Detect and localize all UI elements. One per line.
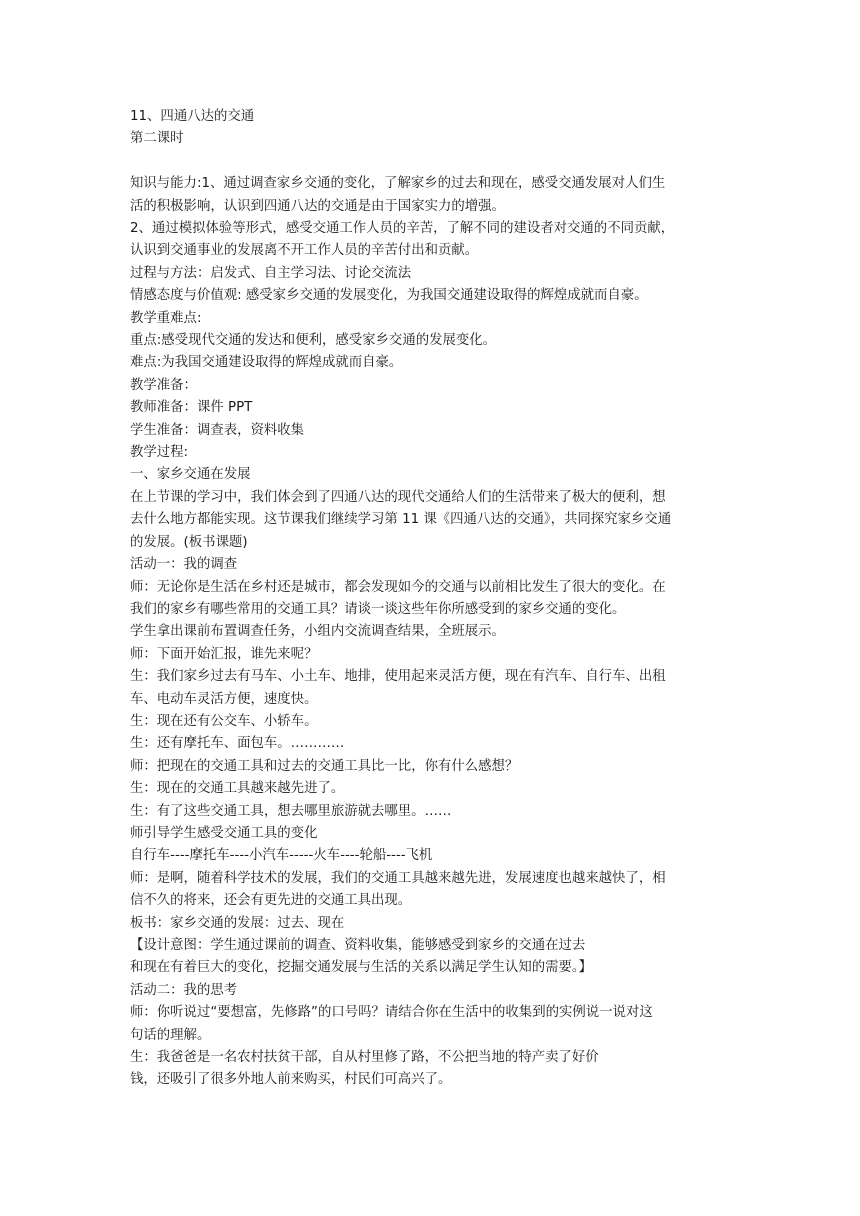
text-line: 学生拿出课前布置调查任务，小组内交流调查结果，全班展示。 xyxy=(130,624,505,640)
text-line: 我们的家乡有哪些常用的交通工具？请谈一谈这些年你所感受到的家乡交通的变化。 xyxy=(130,601,626,617)
text-line: 句话的理解。 xyxy=(130,1027,211,1043)
text-line: 认识到交通事业的发展离不开工作人员的辛苦付出和贡献。 xyxy=(130,243,479,259)
text-line: 生：我们家乡过去有马车、小土车、地排，使用起来灵活方便，现在有汽车、自行车、出租 xyxy=(130,669,666,685)
text-line: 师：是啊，随着科学技术的发展，我们的交通工具越来越先进，发展速度也越来越快了，相 xyxy=(130,870,666,886)
blank-line xyxy=(130,151,732,173)
design-intent-line: 【设计意图：学生通过课前的调查、资料收集，能够感受到家乡的交通在过去 xyxy=(130,938,586,954)
section-heading: 教学准备： xyxy=(130,377,197,393)
text-line: 知识与能力:1、通过调查家乡交通的变化，了解家乡的过去和现在，感受交通发展对人们生 xyxy=(130,176,666,192)
text-line: 的发展。(板书课题) xyxy=(130,534,248,550)
text-line: 师引导学生感受交通工具的变化 xyxy=(130,825,318,841)
text-line: 重点:感受现代交通的发达和便利，感受家乡交通的发展变化。 xyxy=(130,333,497,349)
text-line: 教师准备：课件 PPT xyxy=(130,400,253,416)
text-line: 2、通过模拟体验等形式，感受交通工作人员的辛苦，了解不同的建设者对交通的不同贡献， xyxy=(130,221,675,237)
text-line: 车、电动车灵活方便，速度快。 xyxy=(130,691,318,707)
text-line: 生：还有摩托车、面包车。………… xyxy=(130,736,345,752)
activity-heading: 活动二：我的思考 xyxy=(130,982,238,998)
text-line: 过程与方法：启发式、自主学习法、讨论交流法 xyxy=(130,265,412,281)
text-line: 生：有了这些交通工具，想去哪里旅游就去哪里。…… xyxy=(130,803,452,819)
text-line: 板书：家乡交通的发展：过去、现在 xyxy=(130,915,345,931)
text-line: 在上节课的学习中，我们体会到了四通八达的现代交通给人们的生活带来了极大的便利，想 xyxy=(130,489,666,505)
section-heading: 一、家乡交通在发展 xyxy=(130,467,251,483)
text-line: 学生准备：调查表，资料收集 xyxy=(130,422,305,438)
activity-heading: 活动一：我的调查 xyxy=(130,557,238,573)
text-line: 师：你听说过“要想富，先修路”的口号吗？请结合你在生活中的收集到的实例说一说对这 xyxy=(130,1005,653,1021)
section-heading: 教学重难点: xyxy=(130,310,202,326)
text-line: 钱，还吸引了很多外地人前来购买，村民们可高兴了。 xyxy=(130,1072,452,1088)
text-line: 情感态度与价值观: 感受家乡交通的发展变化，为我国交通建设取得的辉煌成就而自豪。 xyxy=(130,288,648,304)
document-body xyxy=(130,106,732,1092)
text-line: 难点:为我国交通建设取得的辉煌成就而自豪。 xyxy=(130,355,403,371)
text-line: 生：现在还有公交车、小轿车。 xyxy=(130,713,318,729)
text-line: 活的积极影响，认识到四通八达的交通是由于国家实力的增强。 xyxy=(130,198,505,214)
text-line: 去什么地方都能实现。这节课我们继续学习第 11 课《四通八达的交通》，共同探究家乡交通 xyxy=(130,512,672,528)
text-line: 师：无论你是生活在乡村还是城市，都会发现如今的交通与以前相比发生了很大的变化。在 xyxy=(130,579,666,595)
lesson-period: 第二课时 xyxy=(130,131,184,147)
lesson-title: 11、四通八达的交通 xyxy=(130,109,255,124)
text-line: 生：我爸爸是一名农村扶贫干部，自从村里修了路，不公把当地的特产卖了好价 xyxy=(130,1050,599,1066)
text-line: 师：把现在的交通工具和过去的交通工具比一比，你有什么感想？ xyxy=(130,758,519,774)
text-line: 生：现在的交通工具越来越先进了。 xyxy=(130,781,345,797)
text-line: 师：下面开始汇报，谁先来呢？ xyxy=(130,646,318,662)
text-line: 信不久的将来，还会有更先进的交通工具出现。 xyxy=(130,893,412,909)
section-heading: 教学过程: xyxy=(130,445,189,461)
design-intent-line: 和现在有着巨大的变化，挖掘交通发展与生活的关系以满足学生认知的需要。】 xyxy=(130,960,592,976)
text-line: 自行车----摩托车----小汽车-----火车----轮船----飞机 xyxy=(130,848,433,864)
